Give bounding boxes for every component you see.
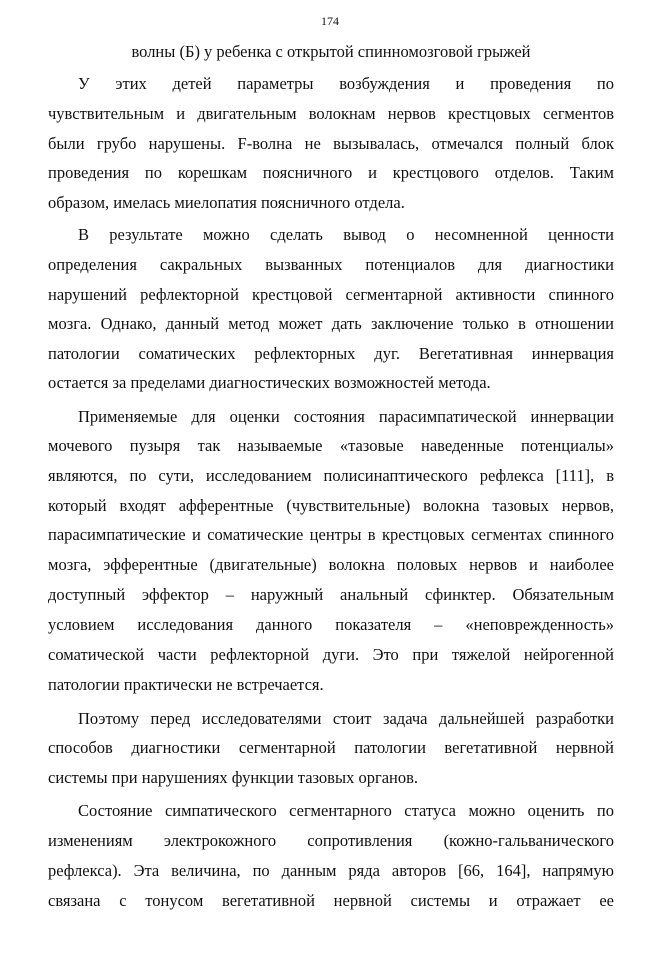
paragraph-line: нарушений рефлекторной крестцовой сегментарной активности спинного — [48, 285, 614, 304]
paragraph-line: проведения по корешкам поясничного и крестцового отделов. Таким — [48, 163, 614, 182]
paragraph-line: парасимпатические и соматические центры в крестцовых сегментах спинного — [48, 525, 614, 544]
page-number: 174 — [321, 14, 339, 28]
paragraph-line: остается за пределами диагностических возможностей метода. — [48, 373, 491, 392]
paragraph-line: условием исследования данного показателя – «неповрежденность» — [48, 615, 614, 634]
paragraph-line: Поэтому перед исследователями стоит задача дальнейшей разработки — [78, 709, 614, 728]
paragraph-line: У этих детей параметры возбуждения и проведения по — [78, 74, 614, 93]
paragraph-line: Состояние симпатического сегментарного статуса можно оценить по — [78, 801, 614, 820]
paragraph-line: определения сакральных вызванных потенциалов для диагностики — [48, 255, 614, 274]
paragraph-line: Применяемые для оценки состояния парасимпатической иннервации — [78, 407, 614, 426]
paragraph-line: изменениям электрокожного сопротивления (кожно-гальванического — [48, 831, 614, 850]
paragraph-line: являются, по сути, исследованием полисинаптического рефлекса [111], в — [48, 466, 614, 485]
paragraph-line: патологии практически не встречается. — [48, 675, 324, 694]
paragraph-line: мочевого пузыря так называемые «тазовые наведенные потенциалы» — [48, 436, 614, 455]
paragraph-line: чувствительным и двигательным волокнам нервов крестцовых сегментов — [48, 104, 614, 123]
paragraph-line: связана с тонусом вегетативной нервной системы и отражает ее — [48, 891, 614, 910]
paragraph-line: способов диагностики сегментарной патологии вегетативной нервной — [48, 738, 614, 757]
paragraph-line: соматической части рефлекторной дуги. Это при тяжелой нейрогенной — [48, 645, 614, 664]
paragraph-line: системы при нарушениях функции тазовых органов. — [48, 768, 419, 787]
paragraph-line: В результате можно сделать вывод о несомненной ценности — [78, 225, 614, 244]
paragraph-line: мозга, эфферентные (двигательные) волокна половых нервов и наиболее — [48, 555, 614, 574]
caption-line: волны (Б) у ребенка с открытой спинномозговой грыжей — [131, 42, 531, 61]
paragraph-line: патологии соматических рефлекторных дуг. Вегетативная иннервация — [48, 344, 614, 363]
paragraph-line: который входят афферентные (чувствительные) волокна тазовых нервов, — [48, 496, 614, 515]
paragraph-line: образом, имелась миелопатия поясничного отдела. — [48, 193, 405, 212]
paragraph-line: были грубо нарушены. F-волна не вызывалась, отмечался полный блок — [48, 134, 614, 153]
paragraph-line: рефлекса). Эта величина, по данным ряда авторов [66, 164], напрямую — [48, 861, 614, 880]
paragraph-line: доступный эффектор – наружный анальный сфинктер. Обязательным — [48, 585, 614, 604]
paragraph-line: мозга. Однако, данный метод может дать заключение только в отношении — [48, 314, 614, 333]
